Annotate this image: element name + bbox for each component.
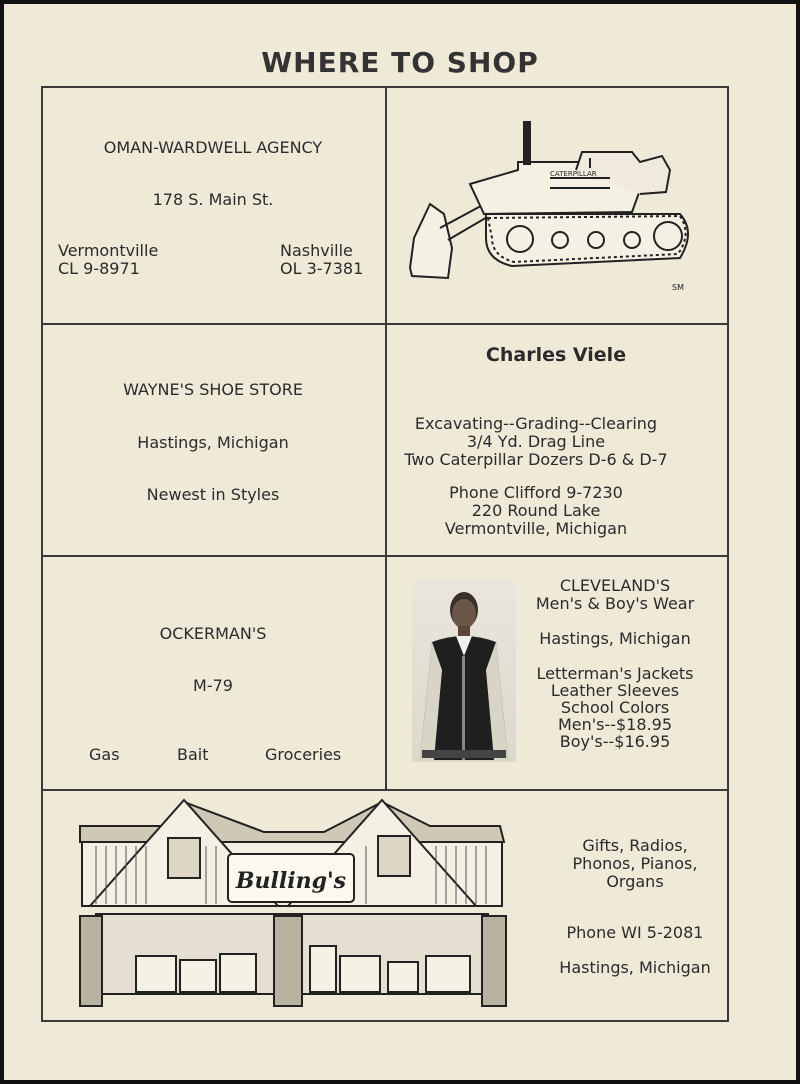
ad-name: Charles Viele (485, 344, 627, 366)
ad-phone-left: CL 9-8971 (58, 259, 140, 278)
bullings-store-illustration (76, 796, 508, 1010)
ad-name: OMAN-WARDWELL AGENCY (103, 138, 323, 157)
ad-line: Phonos, Pianos, (572, 854, 698, 873)
ad-line: Letterman's Jackets (536, 664, 694, 683)
ad-city-left: Vermontville (58, 241, 159, 260)
ad-city: Hastings, Michigan (137, 433, 289, 452)
page-title: WHERE TO SHOP (261, 46, 539, 79)
ad-address: 220 Round Lake (471, 501, 601, 520)
bulldozer-illustration (400, 118, 700, 298)
ad-city: Hastings, Michigan (539, 629, 691, 648)
ad-line: Two Caterpillar Dozers D-6 & D-7 (404, 450, 668, 469)
ad-subtitle: Men's & Boy's Wear (535, 594, 695, 613)
ad-price: Men's--$18.95 (557, 715, 673, 734)
letterman-jacket-photo (412, 580, 516, 762)
ad-item: Gas (89, 745, 120, 764)
ad-city-right: Nashville (280, 241, 353, 260)
ad-line: 3/4 Yd. Drag Line (466, 432, 606, 451)
ad-city: Hastings, Michigan (559, 958, 711, 977)
ad-road: M-79 (193, 676, 233, 695)
ad-name: OCKERMAN'S (159, 624, 267, 643)
ad-item: Bait (177, 745, 209, 764)
tractor-brand: CATERPILLAR (550, 170, 597, 178)
ad-line: School Colors (560, 698, 670, 717)
ad-services: Excavating--Grading--Clearing (414, 414, 658, 433)
store-sign: Bulling's (235, 868, 347, 894)
ad-price: Boy's--$16.95 (559, 732, 671, 751)
ad-name: WAYNE'S SHOE STORE (123, 380, 303, 399)
ad-name: CLEVELAND'S (559, 576, 671, 595)
ad-tagline: Newest in Styles (146, 485, 280, 504)
ad-line: Gifts, Radios, (582, 836, 688, 855)
ad-line: Organs (606, 872, 664, 891)
ad-phone-right: OL 3-7381 (280, 259, 364, 278)
ad-phone: Phone Clifford 9-7230 (449, 483, 623, 502)
ad-phone: Phone WI 5-2081 (566, 923, 704, 942)
ad-address: 178 S. Main St. (152, 190, 274, 209)
artist-signature: SM (672, 283, 684, 292)
ad-city: Vermontville, Michigan (444, 519, 628, 538)
ad-item: Groceries (265, 745, 342, 764)
ad-line: Leather Sleeves (550, 681, 680, 700)
